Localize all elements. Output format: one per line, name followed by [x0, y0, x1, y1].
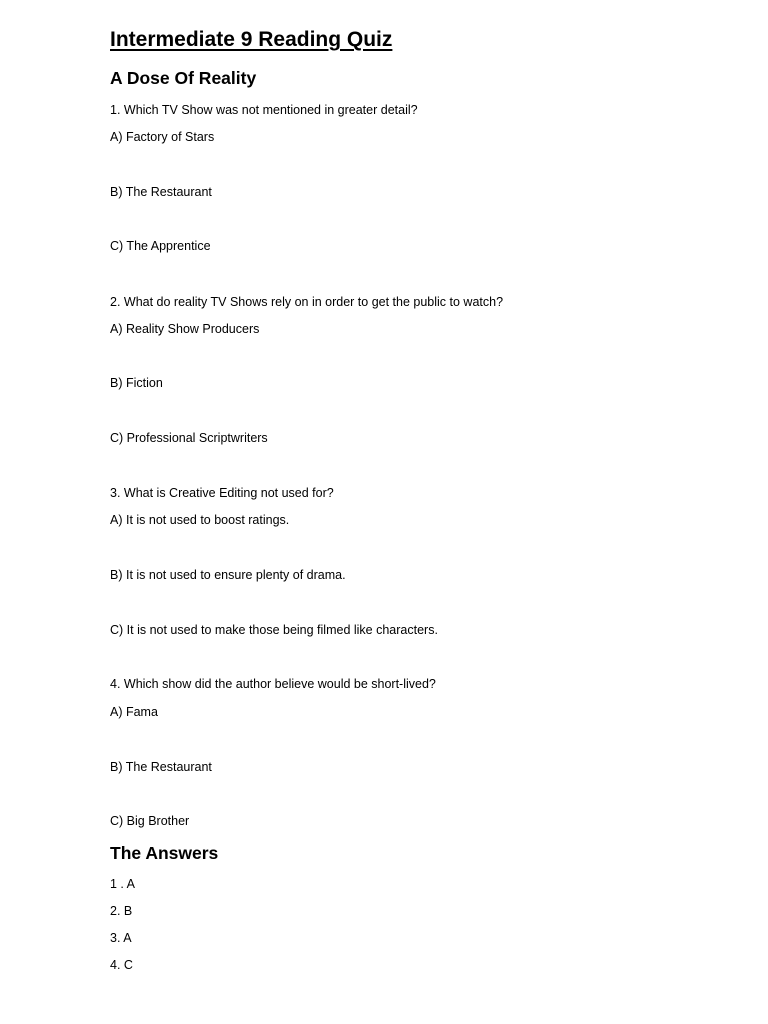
question-3: 3. What is Creative Editing not used for?	[110, 486, 334, 500]
question-2-option-c: C) Professional Scriptwriters	[110, 431, 268, 445]
question-1-option-a: A) Factory of Stars	[110, 130, 215, 144]
quiz-subtitle: A Dose Of Reality	[110, 68, 257, 88]
question-1-option-c: C) The Apprentice	[110, 239, 211, 253]
answers-heading: The Answers	[110, 843, 219, 863]
question-3-option-c: C) It is not used to make those being filmed like characters.	[110, 623, 438, 637]
answer-2: 2. B	[110, 904, 133, 918]
answer-3: 3. A	[110, 931, 132, 945]
question-3-option-b: B) It is not used to ensure plenty of drama.	[110, 568, 346, 582]
question-1: 1. Which TV Show was not mentioned in greater detail?	[110, 103, 418, 117]
question-2-option-a: A) Reality Show Producers	[110, 322, 260, 336]
question-4-option-a: A) Fama	[110, 705, 158, 719]
question-4-option-c: C) Big Brother	[110, 814, 190, 828]
question-4-option-b: B) The Restaurant	[110, 760, 212, 774]
answer-4: 4. C	[110, 958, 133, 972]
question-4: 4. Which show did the author believe would be short-lived?	[110, 677, 436, 691]
question-2-option-b: B) Fiction	[110, 376, 163, 390]
answer-1: 1 . A	[110, 877, 136, 891]
document-title: Intermediate 9 Reading Quiz	[110, 28, 393, 51]
question-2: 2. What do reality TV Shows rely on in order to get the public to watch?	[110, 295, 504, 309]
question-1-option-b: B) The Restaurant	[110, 185, 212, 199]
question-3-option-a: A) It is not used to boost ratings.	[110, 513, 290, 527]
